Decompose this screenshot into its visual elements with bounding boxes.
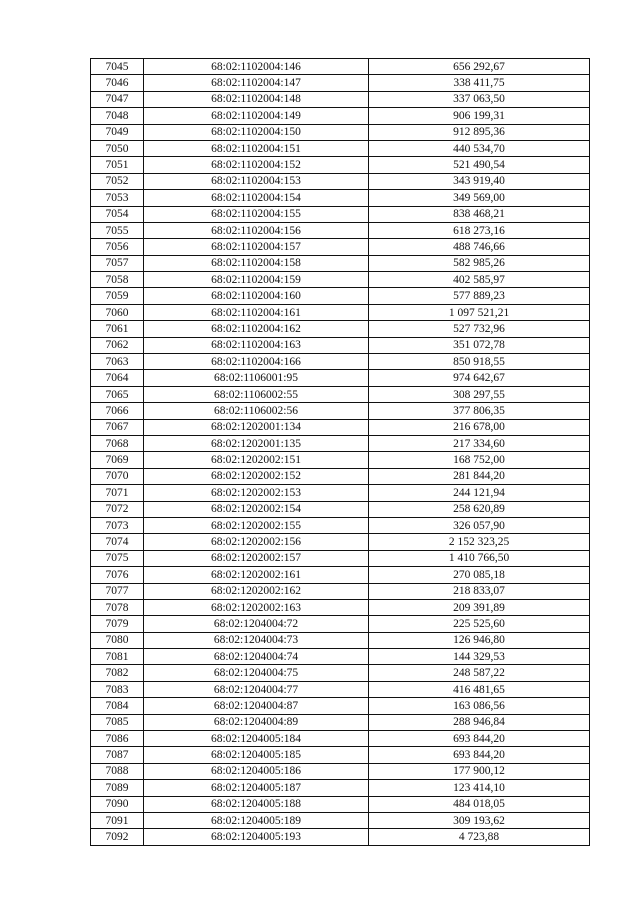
cadastral-value-cell: 168 752,00 [369,452,590,468]
row-number-cell: 7050 [91,140,144,156]
table-row [91,304,590,320]
table-row [91,140,590,156]
cadastral-value-cell: 912 895,36 [369,124,590,140]
row-number-cell: 7064 [91,370,144,386]
cadastral-value-table [90,58,590,846]
table-row [91,780,590,796]
cadastral-number-cell: 68:02:1204005:193 [144,829,369,845]
row-number-cell: 7048 [91,108,144,124]
cadastral-value-cell: 225 525,60 [369,616,590,632]
cadastral-number-cell: 68:02:1204004:74 [144,649,369,665]
cadastral-number-cell: 68:02:1102004:161 [144,304,369,320]
cadastral-value-cell: 123 414,10 [369,780,590,796]
cadastral-value-cell: 270 085,18 [369,567,590,583]
cadastral-value-cell: 216 678,00 [369,419,590,435]
table-row [91,829,590,845]
cadastral-value-cell: 488 746,66 [369,239,590,255]
table-row [91,386,590,402]
cadastral-number-cell: 68:02:1106001:95 [144,370,369,386]
cadastral-number-cell: 68:02:1102004:147 [144,75,369,91]
table-row [91,812,590,828]
cadastral-value-cell: 177 900,12 [369,763,590,779]
row-number-cell: 7077 [91,583,144,599]
table-body [91,59,590,846]
cadastral-value-cell: 326 057,90 [369,517,590,533]
row-number-cell: 7079 [91,616,144,632]
table-row [91,255,590,271]
cadastral-number-cell: 68:02:1102004:148 [144,91,369,107]
cadastral-number-cell: 68:02:1102004:166 [144,354,369,370]
table-row [91,534,590,550]
cadastral-number-cell: 68:02:1204004:77 [144,681,369,697]
cadastral-value-cell: 521 490,54 [369,157,590,173]
cadastral-value-cell: 618 273,16 [369,222,590,238]
cadastral-number-cell: 68:02:1106002:55 [144,386,369,402]
row-number-cell: 7045 [91,59,144,75]
cadastral-number-cell: 68:02:1204004:72 [144,616,369,632]
row-number-cell: 7081 [91,649,144,665]
cadastral-value-cell: 582 985,26 [369,255,590,271]
row-number-cell: 7089 [91,780,144,796]
table-row [91,206,590,222]
row-number-cell: 7049 [91,124,144,140]
table-row [91,108,590,124]
table-row [91,681,590,697]
row-number-cell: 7063 [91,354,144,370]
table-row [91,91,590,107]
row-number-cell: 7071 [91,485,144,501]
cadastral-number-cell: 68:02:1202002:152 [144,468,369,484]
cadastral-value-cell: 693 844,20 [369,747,590,763]
cadastral-value-cell: 577 889,23 [369,288,590,304]
cadastral-number-cell: 68:02:1204004:73 [144,632,369,648]
row-number-cell: 7078 [91,599,144,615]
cadastral-number-cell: 68:02:1204005:186 [144,763,369,779]
cadastral-number-cell: 68:02:1202002:151 [144,452,369,468]
row-number-cell: 7087 [91,747,144,763]
cadastral-number-cell: 68:02:1102004:159 [144,272,369,288]
cadastral-number-cell: 68:02:1202001:134 [144,419,369,435]
cadastral-value-cell: 693 844,20 [369,731,590,747]
table-row [91,501,590,517]
row-number-cell: 7058 [91,272,144,288]
table-row [91,632,590,648]
row-number-cell: 7055 [91,222,144,238]
cadastral-value-cell: 1 410 766,50 [369,550,590,566]
row-number-cell: 7074 [91,534,144,550]
cadastral-value-cell: 974 642,67 [369,370,590,386]
cadastral-value-cell: 209 391,89 [369,599,590,615]
row-number-cell: 7046 [91,75,144,91]
row-number-cell: 7054 [91,206,144,222]
cadastral-number-cell: 68:02:1204004:89 [144,714,369,730]
table-row [91,321,590,337]
table-row [91,354,590,370]
row-number-cell: 7053 [91,190,144,206]
table-row [91,124,590,140]
row-number-cell: 7076 [91,567,144,583]
cadastral-number-cell: 68:02:1202002:161 [144,567,369,583]
cadastral-value-cell: 244 121,94 [369,485,590,501]
cadastral-number-cell: 68:02:1202002:154 [144,501,369,517]
table-row [91,173,590,189]
cadastral-value-cell: 416 481,65 [369,681,590,697]
table-row [91,419,590,435]
cadastral-value-cell: 838 468,21 [369,206,590,222]
table-row [91,468,590,484]
cadastral-value-cell: 850 918,55 [369,354,590,370]
table-row [91,747,590,763]
cadastral-value-cell: 527 732,96 [369,321,590,337]
table-row [91,698,590,714]
table-row [91,452,590,468]
table-row [91,190,590,206]
cadastral-number-cell: 68:02:1204004:87 [144,698,369,714]
row-number-cell: 7088 [91,763,144,779]
table-row [91,763,590,779]
row-number-cell: 7080 [91,632,144,648]
table-row [91,550,590,566]
cadastral-number-cell: 68:02:1204005:187 [144,780,369,796]
table-row [91,796,590,812]
row-number-cell: 7084 [91,698,144,714]
table-row [91,157,590,173]
cadastral-value-cell: 144 329,53 [369,649,590,665]
cadastral-number-cell: 68:02:1102004:150 [144,124,369,140]
cadastral-number-cell: 68:02:1102004:160 [144,288,369,304]
table-row [91,714,590,730]
cadastral-number-cell: 68:02:1102004:149 [144,108,369,124]
cadastral-value-cell: 349 569,00 [369,190,590,206]
table-row [91,583,590,599]
cadastral-number-cell: 68:02:1202002:153 [144,485,369,501]
table-row [91,665,590,681]
row-number-cell: 7068 [91,435,144,451]
row-number-cell: 7065 [91,386,144,402]
cadastral-number-cell: 68:02:1102004:154 [144,190,369,206]
table-row [91,649,590,665]
row-number-cell: 7075 [91,550,144,566]
cadastral-number-cell: 68:02:1102004:153 [144,173,369,189]
table-row [91,288,590,304]
cadastral-value-cell: 163 086,56 [369,698,590,714]
cadastral-value-cell: 248 587,22 [369,665,590,681]
cadastral-value-cell: 281 844,20 [369,468,590,484]
cadastral-number-cell: 68:02:1102004:156 [144,222,369,238]
table-row [91,485,590,501]
table-row [91,337,590,353]
cadastral-number-cell: 68:02:1102004:155 [144,206,369,222]
row-number-cell: 7070 [91,468,144,484]
table-row [91,75,590,91]
cadastral-number-cell: 68:02:1102004:152 [144,157,369,173]
cadastral-value-cell: 656 292,67 [369,59,590,75]
cadastral-number-cell: 68:02:1204004:75 [144,665,369,681]
cadastral-number-cell: 68:02:1102004:162 [144,321,369,337]
row-number-cell: 7061 [91,321,144,337]
row-number-cell: 7069 [91,452,144,468]
table-row [91,567,590,583]
row-number-cell: 7052 [91,173,144,189]
row-number-cell: 7066 [91,403,144,419]
cadastral-value-cell: 258 620,89 [369,501,590,517]
table-row [91,731,590,747]
row-number-cell: 7060 [91,304,144,320]
cadastral-number-cell: 68:02:1102004:163 [144,337,369,353]
cadastral-number-cell: 68:02:1204005:189 [144,812,369,828]
row-number-cell: 7091 [91,812,144,828]
cadastral-value-cell: 4 723,88 [369,829,590,845]
cadastral-value-cell: 218 833,07 [369,583,590,599]
cadastral-value-cell: 343 919,40 [369,173,590,189]
cadastral-value-cell: 377 806,35 [369,403,590,419]
row-number-cell: 7051 [91,157,144,173]
row-number-cell: 7059 [91,288,144,304]
cadastral-value-cell: 2 152 323,25 [369,534,590,550]
table-row [91,222,590,238]
cadastral-number-cell: 68:02:1102004:146 [144,59,369,75]
cadastral-number-cell: 68:02:1204005:188 [144,796,369,812]
cadastral-number-cell: 68:02:1204005:185 [144,747,369,763]
table-row [91,517,590,533]
table-row [91,370,590,386]
cadastral-number-cell: 68:02:1202001:135 [144,435,369,451]
cadastral-value-cell: 351 072,78 [369,337,590,353]
row-number-cell: 7082 [91,665,144,681]
cadastral-value-cell: 288 946,84 [369,714,590,730]
row-number-cell: 7067 [91,419,144,435]
cadastral-number-cell: 68:02:1202002:157 [144,550,369,566]
cadastral-value-cell: 338 411,75 [369,75,590,91]
row-number-cell: 7092 [91,829,144,845]
cadastral-value-cell: 440 534,70 [369,140,590,156]
cadastral-value-cell: 402 585,97 [369,272,590,288]
row-number-cell: 7062 [91,337,144,353]
table-row [91,616,590,632]
row-number-cell: 7090 [91,796,144,812]
row-number-cell: 7086 [91,731,144,747]
table-row [91,599,590,615]
table-row [91,272,590,288]
cadastral-number-cell: 68:02:1106002:56 [144,403,369,419]
cadastral-value-cell: 309 193,62 [369,812,590,828]
cadastral-value-cell: 1 097 521,21 [369,304,590,320]
cadastral-value-cell: 308 297,55 [369,386,590,402]
row-number-cell: 7072 [91,501,144,517]
row-number-cell: 7073 [91,517,144,533]
cadastral-number-cell: 68:02:1202002:155 [144,517,369,533]
cadastral-value-cell: 217 334,60 [369,435,590,451]
table-row [91,435,590,451]
row-number-cell: 7083 [91,681,144,697]
cadastral-value-cell: 906 199,31 [369,108,590,124]
cadastral-number-cell: 68:02:1202002:163 [144,599,369,615]
cadastral-number-cell: 68:02:1102004:151 [144,140,369,156]
cadastral-value-cell: 126 946,80 [369,632,590,648]
cadastral-number-cell: 68:02:1102004:157 [144,239,369,255]
table-row [91,59,590,75]
cadastral-value-cell: 484 018,05 [369,796,590,812]
table-row [91,239,590,255]
cadastral-value-cell: 337 063,50 [369,91,590,107]
row-number-cell: 7056 [91,239,144,255]
cadastral-number-cell: 68:02:1102004:158 [144,255,369,271]
table-row [91,403,590,419]
cadastral-number-cell: 68:02:1202002:162 [144,583,369,599]
cadastral-number-cell: 68:02:1204005:184 [144,731,369,747]
row-number-cell: 7047 [91,91,144,107]
row-number-cell: 7085 [91,714,144,730]
row-number-cell: 7057 [91,255,144,271]
cadastral-number-cell: 68:02:1202002:156 [144,534,369,550]
